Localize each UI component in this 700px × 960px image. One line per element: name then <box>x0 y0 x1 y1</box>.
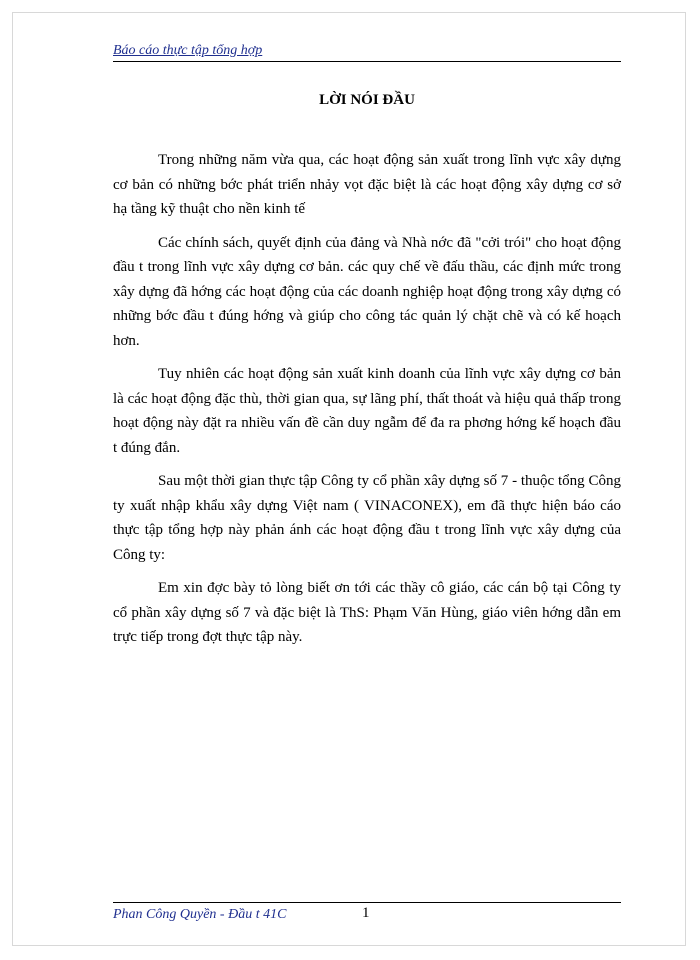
page-footer <box>113 902 621 933</box>
paragraph-4: Sau một thời gian thực tập Công ty cổ phần xây dựng số 7 - thuộc tổng Công ty xuất nhập khẩu xây dựng Việt nam ( VINACONEX), em đã thực hiện báo cáo thực tập tổng hợp này phản ánh các hoạt động đầu t trong lĩnh vực xây dựng của Công ty: <box>113 473 621 563</box>
page-number: 1 <box>362 905 370 921</box>
paragraph-2: Các chính sách, quyết định của đảng và Nhà nớc đã "cởi trói" cho hoạt động đầu t trong lĩnh vực xây dựng cơ bản. các quy chế về đấu thầu, các định mức trong xây dựng đã hớng các hoạt động của các doanh nghiệp hoạt động trong xây dựng có những bớc đầu t đúng hớng và giúp cho công tác quản lý chặt chẽ và có kế hoạch hơn. <box>113 234 621 349</box>
document-body <box>113 148 621 659</box>
header-text: Báo cáo thực tập tổng hợp <box>113 43 263 58</box>
page-header <box>113 42 621 62</box>
paragraph-3: Tuy nhiên các hoạt động sản xuất kinh doanh của lĩnh vực xây dựng cơ bản là các hoạt động đặc thù, thời gian qua, sự lãng phí, thất thoát và hiệu quả thấp trong hoạt động này đặt ra nhiều vấn đề cần duy ngẫm để đa ra phơng hớng kế hoạch đầu t đúng đắn. <box>113 366 621 456</box>
footer-author: Phan Công Quyền - Đầu t 41C <box>113 907 287 922</box>
paragraph-1: Trong những năm vừa qua, các hoạt động sản xuất trong lĩnh vực xây dựng cơ bản có những bớc phát triển nhảy vọt đặc biệt là các hoạt động xây dựng cơ sở hạ tầng kỹ thuật cho nền kinh tế <box>113 152 621 217</box>
paragraph-5: Em xin đợc bày tỏ lòng biết ơn tới các thầy cô giáo, các cán bộ tại Công ty cổ phần xây dựng số 7 và đặc biệt là ThS: Phạm Văn Hùng, giáo viên hớng dẫn em trực tiếp trong đợt thực tập này. <box>113 580 621 645</box>
document-title: LỜI NÓI ĐẦU <box>319 92 415 108</box>
